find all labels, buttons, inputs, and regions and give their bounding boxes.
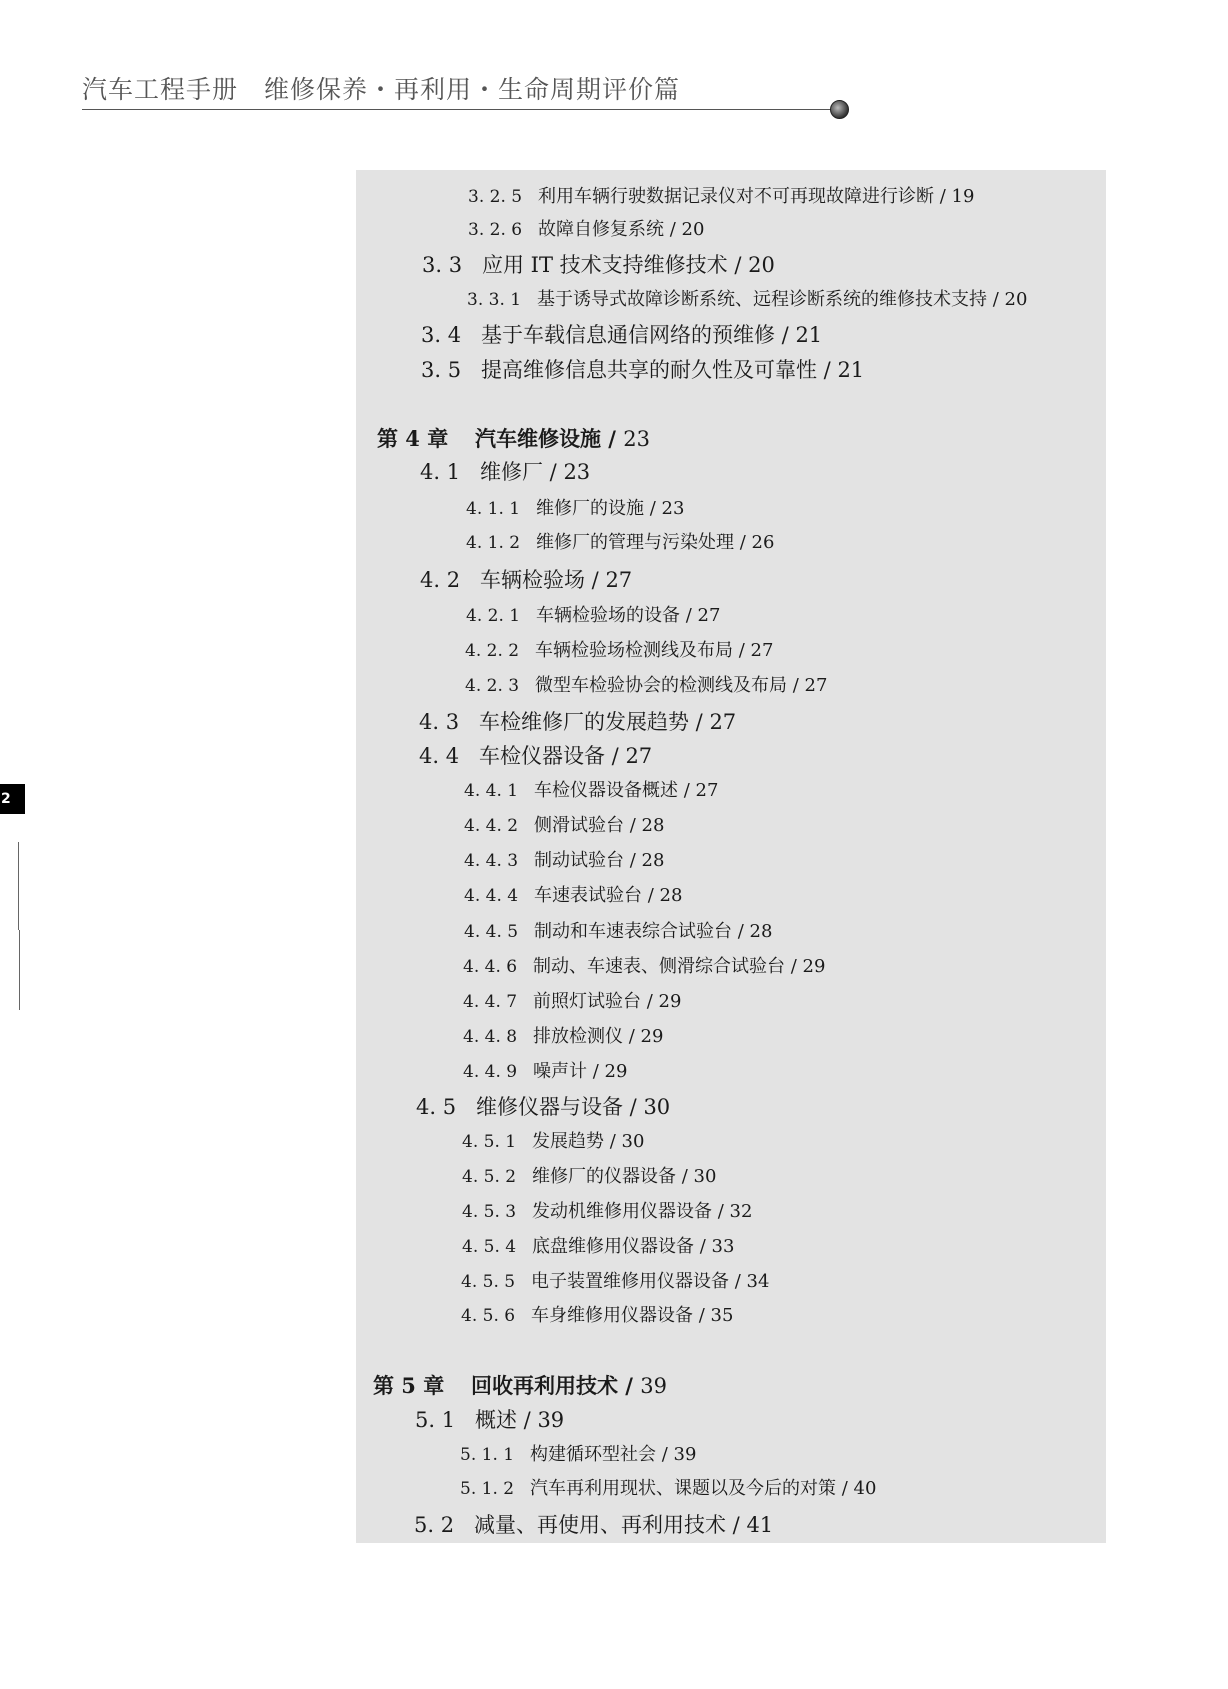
toc-separator: /	[729, 1271, 747, 1292]
toc-entry-chapter	[373, 1375, 667, 1397]
toc-entry-sub	[461, 1307, 733, 1325]
running-header	[82, 70, 680, 106]
toc-separator: /	[642, 885, 660, 906]
toc-title: 前照灯试验台	[533, 991, 641, 1012]
toc-page-number: 20	[681, 219, 705, 240]
page-number-tab: 2	[0, 784, 25, 814]
toc-entry-sub	[468, 188, 974, 206]
toc-number: 4. 1. 2	[466, 533, 521, 553]
toc-page-number: 20	[748, 253, 775, 277]
toc-entry-section	[414, 1515, 773, 1536]
toc-title: 发展趋势	[532, 1131, 604, 1152]
toc-number: 4. 5. 1	[462, 1132, 517, 1152]
toc-number: 5. 1	[415, 1408, 456, 1432]
toc-separator: /	[694, 1236, 712, 1257]
toc-title: 电子装置维修用仪器设备	[531, 1271, 729, 1292]
toc-title: 微型车检验协会的检测线及布局	[535, 675, 787, 696]
toc-number: 4. 4	[419, 744, 460, 768]
toc-separator: /	[732, 921, 750, 942]
toc-separator: /	[785, 956, 803, 977]
toc-page-number: 35	[710, 1305, 734, 1326]
toc-entry-sub	[463, 1028, 663, 1046]
toc-separator: /	[585, 568, 606, 592]
toc-page-number: 27	[750, 640, 774, 661]
toc-page-number: 21	[837, 358, 865, 382]
toc-separator: /	[604, 1131, 622, 1152]
toc-title: 噪声计	[533, 1061, 587, 1082]
toc-number: 4. 5. 5	[461, 1272, 516, 1292]
toc-separator: /	[605, 744, 626, 768]
toc-page-number: 28	[641, 850, 665, 871]
toc-entry-sub	[464, 852, 664, 870]
toc-entry-sub	[460, 1480, 876, 1498]
toc-separator: /	[734, 532, 752, 553]
toc-page-number: 19	[951, 186, 975, 207]
toc-separator: /	[644, 498, 662, 519]
toc-page-number: 40	[853, 1478, 877, 1499]
toc-separator: /	[623, 1026, 641, 1047]
book-title: 汽车工程手册	[82, 75, 239, 104]
toc-title: 提高维修信息共享的耐久性及可靠性	[481, 358, 817, 382]
toc-separator: /	[623, 1095, 644, 1119]
toc-entry-sub	[461, 1273, 769, 1291]
toc-title: 汽车再利用现状、课题以及今后的对策	[530, 1478, 836, 1499]
toc-title: 回收再利用技术	[471, 1373, 618, 1398]
toc-page-number: 39	[673, 1444, 697, 1465]
toc-entry-section	[420, 570, 632, 591]
toc-number: 第 4 章	[377, 426, 449, 451]
toc-number: 4. 4. 9	[463, 1062, 518, 1082]
toc-entry-sub	[462, 1238, 734, 1256]
toc-number: 5. 1. 2	[460, 1479, 515, 1499]
toc-page-number: 27	[605, 568, 633, 592]
header-rule	[82, 109, 834, 110]
toc-title: 减量、再使用、再利用技术	[474, 1513, 726, 1537]
toc-separator: /	[775, 323, 796, 347]
toc-number: 4. 2. 2	[465, 641, 520, 661]
toc-entry-sub	[468, 221, 704, 239]
toc-number: 4. 1. 1	[466, 499, 521, 519]
toc-entry-section	[421, 325, 822, 346]
toc-title: 底盘维修用仪器设备	[532, 1236, 694, 1257]
toc-number: 4. 1	[420, 460, 461, 484]
toc-entry-sub	[460, 1446, 696, 1464]
toc-entry-sub	[466, 607, 720, 625]
toc-separator: /	[543, 460, 564, 484]
toc-page-number: 28	[641, 815, 665, 836]
toc-number: 4. 3	[419, 710, 460, 734]
toc-separator: /	[618, 1373, 641, 1398]
toc-number: 4. 4. 6	[463, 957, 518, 977]
toc-page-number: 28	[749, 921, 773, 942]
toc-title: 车辆检验场的设备	[536, 605, 680, 626]
toc-page-number: 29	[658, 991, 682, 1012]
toc-page-number: 39	[537, 1408, 565, 1432]
toc-entry-sub	[467, 291, 1027, 309]
toc-entry-sub	[463, 993, 681, 1011]
toc-separator: /	[517, 1408, 538, 1432]
margin-line	[19, 930, 20, 1010]
toc-number: 4. 4. 2	[464, 816, 519, 836]
toc-entry-section	[416, 1097, 670, 1118]
toc-entry-sub	[463, 958, 825, 976]
toc-separator: /	[689, 710, 710, 734]
toc-title: 制动试验台	[534, 850, 624, 871]
toc-separator: /	[817, 358, 838, 382]
toc-title: 维修仪器与设备	[476, 1095, 623, 1119]
toc-separator: /	[601, 426, 624, 451]
toc-page-number: 33	[711, 1236, 735, 1257]
toc-title: 车身维修用仪器设备	[531, 1305, 693, 1326]
toc-separator: /	[934, 186, 952, 207]
toc-separator: /	[624, 850, 642, 871]
toc-entry-sub	[465, 677, 827, 695]
toc-number: 4. 2. 3	[465, 676, 520, 696]
toc-title: 排放检测仪	[533, 1026, 623, 1047]
toc-page-number: 30	[621, 1131, 645, 1152]
toc-separator: /	[733, 640, 751, 661]
toc-separator: /	[678, 780, 696, 801]
toc-number: 4. 4. 3	[464, 851, 519, 871]
toc-separator: /	[624, 815, 642, 836]
toc-separator: /	[987, 289, 1005, 310]
toc-title: 应用 IT 技术支持维修技术	[482, 253, 728, 277]
toc-number: 3. 3	[422, 253, 463, 277]
toc-number: 4. 2. 1	[466, 606, 521, 626]
toc-page-number: 27	[804, 675, 828, 696]
toc-entry-sub	[464, 817, 664, 835]
toc-separator: /	[656, 1444, 674, 1465]
toc-entry-sub	[464, 923, 772, 941]
toc-number: 4. 5. 2	[462, 1167, 517, 1187]
toc-page-number: 30	[643, 1095, 671, 1119]
toc-entry-sub	[462, 1168, 716, 1186]
toc-page-number: 30	[693, 1166, 717, 1187]
toc-title: 车检维修厂的发展趋势	[479, 710, 689, 734]
toc-page-number: 26	[751, 532, 775, 553]
toc-title: 车检仪器设备	[479, 744, 605, 768]
toc-title: 侧滑试验台	[534, 815, 624, 836]
toc-entry-section	[415, 1410, 564, 1431]
toc-number: 3. 2. 5	[468, 187, 523, 207]
toc-page-number: 29	[802, 956, 826, 977]
toc-page-number: 29	[640, 1026, 664, 1047]
toc-separator: /	[727, 253, 749, 277]
toc-number: 3. 3. 1	[467, 290, 522, 310]
toc-title: 利用车辆行驶数据记录仪对不可再现故障进行诊断	[538, 186, 934, 207]
toc-entry-chapter	[377, 428, 650, 450]
toc-page-number: 20	[1004, 289, 1028, 310]
toc-number: 4. 4. 4	[464, 886, 519, 906]
toc-title: 基于车载信息通信网络的预维修	[481, 323, 775, 347]
toc-page-number: 29	[604, 1061, 628, 1082]
toc-title: 维修厂	[480, 460, 543, 484]
margin-line	[18, 842, 19, 930]
toc-page-number: 41	[746, 1513, 774, 1537]
toc-separator: /	[587, 1061, 605, 1082]
toc-number: 4. 5. 6	[461, 1306, 516, 1326]
toc-entry-sub	[462, 1133, 644, 1151]
toc-entry-sub	[465, 642, 773, 660]
toc-number: 第 5 章	[373, 1373, 445, 1398]
toc-number: 4. 4. 7	[463, 992, 518, 1012]
toc-title: 制动和车速表综合试验台	[534, 921, 732, 942]
toc-page-number: 23	[623, 427, 651, 451]
toc-number: 4. 5. 4	[462, 1237, 517, 1257]
toc-separator: /	[712, 1201, 730, 1222]
toc-entry-sub	[466, 500, 684, 518]
toc-title: 车检仪器设备概述	[534, 780, 678, 801]
toc-separator: /	[676, 1166, 694, 1187]
toc-title: 车辆检验场	[480, 568, 585, 592]
toc-entry-sub	[466, 534, 774, 552]
toc-page-number: 27	[625, 744, 653, 768]
toc-separator: /	[787, 675, 805, 696]
header-ornament-icon	[830, 100, 849, 119]
toc-number: 5. 1. 1	[460, 1445, 515, 1465]
toc-entry-sub	[463, 1063, 627, 1081]
toc-number: 4. 5	[416, 1095, 457, 1119]
toc-page-number: 27	[709, 710, 737, 734]
toc-title: 维修厂的仪器设备	[532, 1166, 676, 1187]
toc-separator: /	[836, 1478, 854, 1499]
toc-page-number: 34	[746, 1271, 770, 1292]
toc-number: 4. 5. 3	[462, 1202, 517, 1222]
volume-title: 维修保养・再利用・生命周期评价篇	[264, 75, 681, 104]
toc-title: 故障自修复系统	[538, 219, 664, 240]
toc-entry-section	[420, 462, 590, 483]
toc-number: 4. 2	[420, 568, 461, 592]
toc-title: 制动、车速表、侧滑综合试验台	[533, 956, 785, 977]
toc-page-number: 21	[795, 323, 823, 347]
toc-separator: /	[680, 605, 698, 626]
toc-title: 维修厂的设施	[536, 498, 644, 519]
toc-separator: /	[726, 1513, 747, 1537]
toc-page-number: 28	[659, 885, 683, 906]
toc-separator: /	[664, 219, 682, 240]
toc-title: 构建循环型社会	[530, 1444, 656, 1465]
toc-title: 车速表试验台	[534, 885, 642, 906]
toc-title: 发动机维修用仪器设备	[532, 1201, 712, 1222]
toc-number: 3. 5	[421, 358, 462, 382]
toc-separator: /	[693, 1305, 711, 1326]
toc-entry-section	[421, 360, 864, 381]
toc-title: 汽车维修设施	[475, 426, 601, 451]
toc-page-number: 23	[563, 460, 591, 484]
toc-number: 4. 4. 8	[463, 1027, 518, 1047]
toc-page-number: 39	[640, 1374, 668, 1398]
toc-number: 3. 2. 6	[468, 220, 523, 240]
toc-entry-section	[419, 712, 736, 733]
toc-title: 基于诱导式故障诊断系统、远程诊断系统的维修技术支持	[537, 289, 987, 310]
toc-number: 4. 4. 5	[464, 922, 519, 942]
toc-title: 车辆检验场检测线及布局	[535, 640, 733, 661]
toc-page-number: 32	[729, 1201, 753, 1222]
toc-entry-sub	[464, 887, 682, 905]
toc-number: 4. 4. 1	[464, 781, 519, 801]
toc-separator: /	[641, 991, 659, 1012]
toc-title: 概述	[475, 1408, 517, 1432]
toc-title: 维修厂的管理与污染处理	[536, 532, 734, 553]
toc-entry-sub	[462, 1203, 752, 1221]
toc-number: 5. 2	[414, 1513, 455, 1537]
toc-page-number: 23	[661, 498, 685, 519]
toc-page-number: 27	[697, 605, 721, 626]
toc-entry-section	[419, 746, 652, 767]
toc-number: 3. 4	[421, 323, 462, 347]
toc-entry-section	[422, 255, 775, 276]
toc-entry-sub	[464, 782, 718, 800]
toc-page-number: 27	[695, 780, 719, 801]
